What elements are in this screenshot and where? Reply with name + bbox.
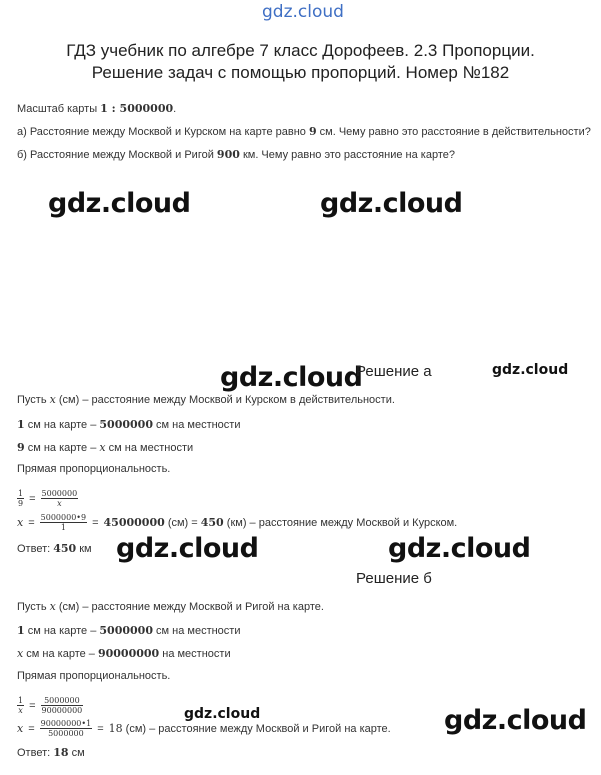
- fraction: $\frac{5000000•9}{1}$: [40, 513, 87, 532]
- watermark: gdz.cloud: [388, 533, 531, 564]
- fraction: $\frac{90000000•1}{5000000}$: [40, 719, 92, 738]
- task-scale: Масштаб карты 1 : 5000000.: [17, 102, 177, 115]
- watermark: gdz.cloud: [220, 362, 363, 393]
- solution-b-direct: Прямая пропорциональность.: [17, 670, 171, 682]
- solution-a-proportion: $\frac{1}{9}$ = $\frac{5000000}{x}$: [18, 489, 78, 508]
- watermark: gdz.cloud: [116, 533, 259, 564]
- title-line-2: Решение задач с помощью пропорций. Номер №182: [91, 63, 510, 82]
- solution-a-answer: Ответ: 450 км: [17, 542, 92, 555]
- solution-a-line2: 9 см на карте – x см на местности: [17, 441, 194, 454]
- solution-b-calc: x = $\frac{90000000•1}{5000000}$ = 18 (см) – расстояние между Москвой и Ригой на карте.: [17, 719, 391, 738]
- solution-a-direct: Прямая пропорциональность.: [17, 463, 171, 475]
- watermark: gdz.cloud: [320, 188, 463, 219]
- title-line-1: ГДЗ учебник по алгебре 7 класс Дорофеев. 2.3 Пропорции.: [66, 41, 535, 60]
- watermark: gdz.cloud: [444, 705, 587, 736]
- solution-b-let: Пусть x (см) – расстояние между Москвой и Ригой на карте.: [17, 600, 324, 613]
- page-title: [0, 40, 601, 84]
- fraction: $\frac{5000000}{90000000}$: [41, 696, 83, 715]
- solution-b-heading: Решение б: [356, 570, 432, 587]
- solution-a-let: Пусть x (см) – расстояние между Москвой и Курском в действительности.: [17, 393, 395, 406]
- solution-b-answer: Ответ: 18 см: [17, 746, 85, 759]
- task-part-a: а) Расстояние между Москвой и Курском на карте равно 9 см. Чему равно это расстояние в действительности?: [17, 125, 591, 138]
- watermark: gdz.cloud: [492, 362, 569, 378]
- solution-b-proportion: $\frac{1}{x}$ = $\frac{5000000}{90000000}$: [18, 696, 83, 715]
- solution-b-line2: x см на карте – 90000000 на местности: [17, 647, 231, 660]
- task-part-b: б) Расстояние между Москвой и Ригой 900 км. Чему равно это расстояние на карте?: [17, 148, 455, 161]
- solution-b-line1: 1 см на карте – 5000000 см на местности: [17, 624, 241, 637]
- fraction: $\frac{1}{9}$: [18, 489, 24, 508]
- fraction: $\frac{5000000}{x}$: [41, 489, 78, 508]
- solution-a-line1: 1 см на карте – 5000000 см на местности: [17, 418, 241, 431]
- watermark: gdz.cloud: [184, 706, 261, 722]
- solution-a-heading: Решение а: [356, 363, 432, 380]
- solution-a-calc: x = $\frac{5000000•9}{1}$ = 45000000 (см) = 450 (км) – расстояние между Москвой и Курском.: [17, 513, 458, 532]
- fraction: $\frac{1}{x}$: [18, 696, 24, 715]
- watermark: gdz.cloud: [48, 188, 191, 219]
- site-logo[interactable]: gdz.cloud: [262, 2, 344, 22]
